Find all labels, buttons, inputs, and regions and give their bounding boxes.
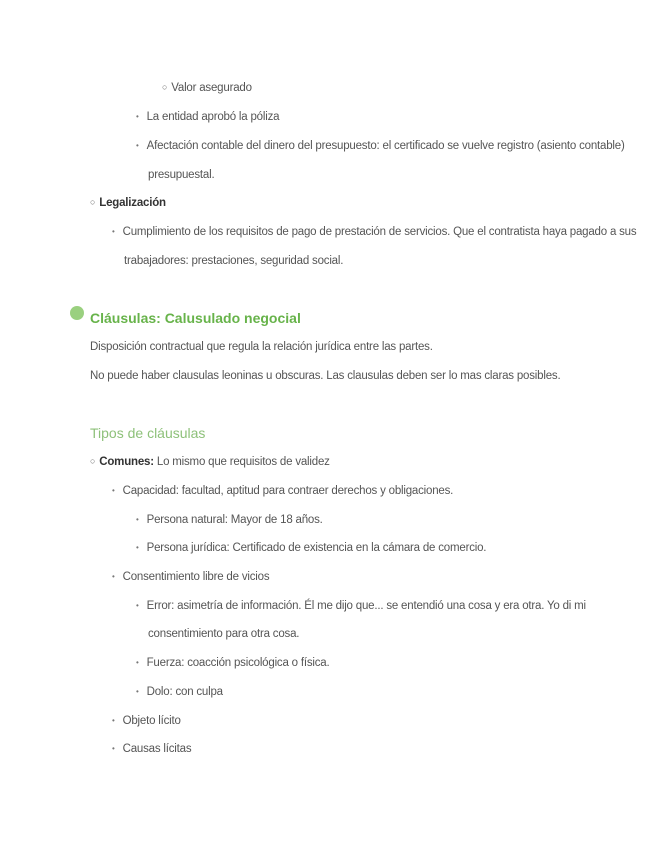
list-item: ○ Valor asegurado <box>162 81 252 95</box>
list-item: • La entidad aprobó la póliza <box>136 110 279 125</box>
list-item: • Causas lícitas <box>112 742 191 757</box>
tipos-heading: Tipos de cláusulas <box>90 425 206 441</box>
list-item: • Persona jurídica: Certificado de existencia en la cámara de comercio. <box>136 541 486 556</box>
list-item: • Persona natural: Mayor de 18 años. <box>136 513 323 528</box>
list-item: • Capacidad: facultad, aptitud para contraer derechos y obligaciones. <box>112 484 453 499</box>
heading-bullet-icon <box>70 306 84 320</box>
list-item: ○ Legalización <box>90 196 166 210</box>
list-item: • Dolo: con culpa <box>136 685 223 700</box>
list-item: • Afectación contable del dinero del presupuesto: el certificado se vuelve registro (asiento contable) <box>136 139 625 154</box>
list-item: • Consentimiento libre de vicios <box>112 570 269 585</box>
list-item-continuation: consentimiento para otra cosa. <box>148 628 300 640</box>
list-item-continuation: presupuestal. <box>148 169 215 181</box>
list-item: • Fuerza: coacción psicológica o física. <box>136 656 330 671</box>
clausulas-heading: Cláusulas: Calusulado negocial <box>90 310 301 326</box>
paragraph: No puede haber clausulas leoninas u obscuras. Las clausulas deben ser lo mas claras posibles. <box>90 370 561 382</box>
list-item: • Error: asimetría de información. Él me dijo que... se entendió una cosa y era otra. Yo di mi <box>136 599 586 614</box>
list-item: • Objeto lícito <box>112 714 181 729</box>
list-item: ○ Comunes: Lo mismo que requisitos de validez <box>90 455 330 469</box>
list-item: • Cumplimiento de los requisitos de pago de prestación de servicios. Que el contratista haya pagado a sus <box>112 225 636 240</box>
list-item-continuation: trabajadores: prestaciones, seguridad social. <box>124 255 344 267</box>
paragraph: Disposición contractual que regula la relación jurídica entre las partes. <box>90 341 433 353</box>
